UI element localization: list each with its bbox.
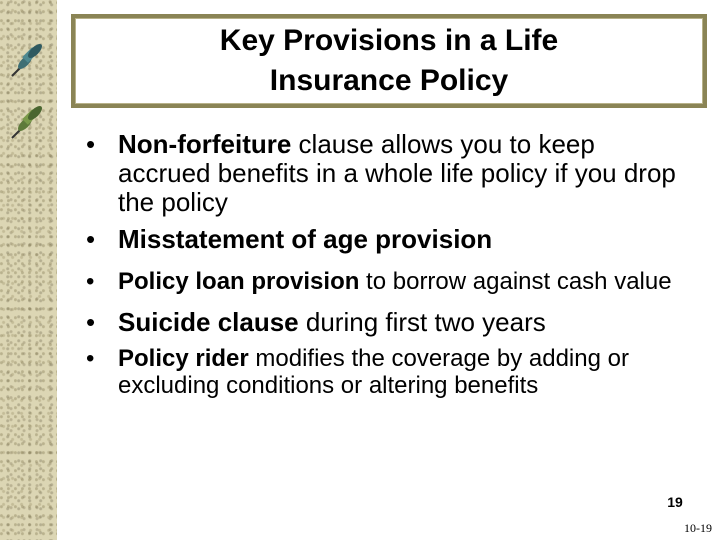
title-box [71, 14, 707, 108]
decorative-sidebar [0, 0, 57, 540]
bullet-term: Non-forfeiture [118, 129, 292, 159]
bullet-term: Policy rider [118, 345, 249, 372]
bullet-term: Misstatement of age provision [118, 224, 493, 254]
bullet-term: Suicide clause [118, 307, 299, 337]
pushpin-icon [4, 38, 48, 82]
slide-reference: 10-19 [684, 521, 712, 535]
bullet-item [84, 268, 694, 295]
bullet-term: Policy loan provision [118, 268, 360, 295]
bullet-text: clause allows you to keep accrued benefits in a whole life policy if you drop the policy [118, 129, 676, 217]
bullet-item [84, 225, 694, 254]
bullet-list [84, 130, 694, 399]
bullet-item [84, 130, 694, 217]
slide-title-line-1: Key Provisions in a Life [219, 24, 559, 57]
bullet-item [84, 345, 694, 399]
bullet-text: during first two years [298, 307, 546, 337]
bullet-text: to borrow against cash value [359, 268, 672, 295]
page-number: 19 [667, 494, 683, 510]
slide-title-line-2: Insurance Policy [269, 64, 509, 97]
slide-title [220, 21, 558, 101]
bullet-item [84, 308, 694, 337]
pushpin-icon [4, 100, 48, 144]
bullet-text: modifies the coverage by adding or excluding conditions or altering benefits [118, 345, 629, 399]
